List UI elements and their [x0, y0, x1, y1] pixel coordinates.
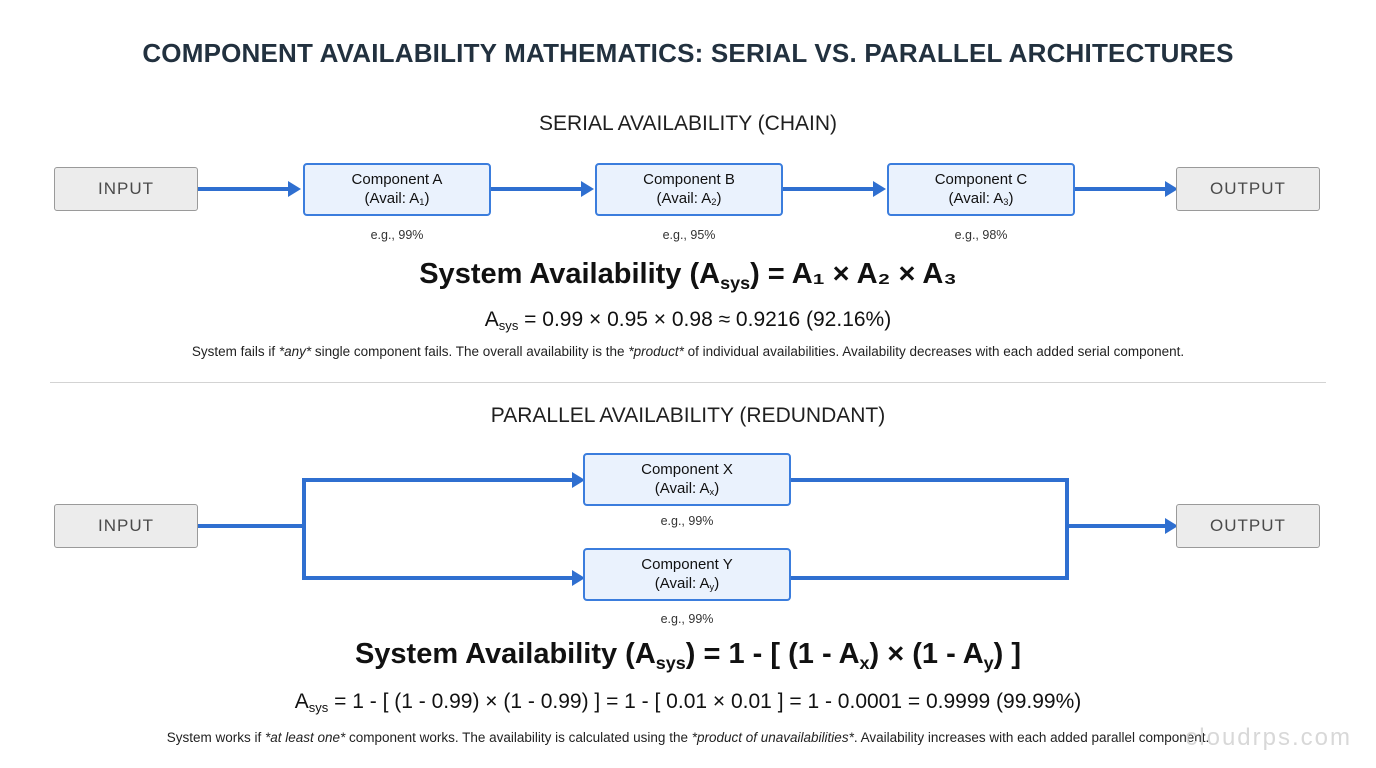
- serial-section-heading: SERIAL AVAILABILITY (CHAIN): [539, 112, 837, 135]
- serial-component-a-caption: e.g., 99%: [370, 228, 424, 242]
- parallel-component-y-caption: e.g., 99%: [660, 612, 714, 626]
- watermark: cloudrps.com: [1185, 724, 1352, 751]
- parallel-component-y: [583, 548, 791, 601]
- parallel-output-connector: [1065, 524, 1167, 528]
- parallel-component-x-avail: (Avail: $A_x$): [654, 479, 720, 498]
- serial-component-b-name: Component B: [643, 170, 735, 188]
- serial-component-c: [887, 163, 1075, 216]
- serial-arrow-2-line: [491, 187, 583, 191]
- parallel-merge-y-line: [791, 576, 1069, 580]
- parallel-component-x-caption: e.g., 99%: [660, 514, 714, 528]
- page-title: COMPONENT AVAILABILITY MATHEMATICS: SERIAL VS. PARALLEL ARCHITECTURES: [142, 38, 1234, 68]
- serial-component-c-caption: e.g., 98%: [954, 228, 1008, 242]
- parallel-note: System works if *at least one* component works. The availability is calculated using the *product of unavailabilities*. Availability increases with each added parallel component.: [166, 730, 1210, 745]
- serial-component-c-avail: (Avail: $A_3$): [948, 189, 1014, 208]
- parallel-component-x-name: Component X: [641, 460, 733, 478]
- serial-component-b: [595, 163, 783, 216]
- serial-formula-substituted: $A_{sys} = 0.99 \times 0.95 \times 0.98 \approx 0.9216$ (92.16%): [484, 308, 892, 334]
- parallel-branch-x-line: [302, 478, 574, 482]
- parallel-output-box: OUTPUT: [1176, 504, 1320, 548]
- parallel-merge-x-line: [791, 478, 1069, 482]
- parallel-component-x: [583, 453, 791, 506]
- serial-output-box: OUTPUT: [1176, 167, 1320, 211]
- serial-component-c-name: Component C: [934, 170, 1028, 188]
- serial-component-a-avail: (Avail: $A_1$): [364, 189, 430, 208]
- parallel-component-y-avail: (Avail: $A_y$): [654, 574, 720, 593]
- serial-arrow-3-head: [873, 181, 886, 197]
- serial-component-a: [303, 163, 491, 216]
- serial-arrow-3-line: [783, 187, 875, 191]
- parallel-branch-y-line: [302, 576, 574, 580]
- serial-formula-main: System Availability $(A_{sys}) = A_1 \times A_2 \times A_3$: [419, 258, 957, 293]
- serial-arrow-2-head: [581, 181, 594, 197]
- serial-component-b-avail: (Avail: $A_2$): [656, 189, 722, 208]
- serial-component-b-caption: e.g., 95%: [662, 228, 716, 242]
- parallel-input-box: INPUT: [54, 504, 198, 548]
- parallel-component-y-name: Component Y: [641, 555, 733, 573]
- serial-arrow-4-line: [1075, 187, 1167, 191]
- serial-component-a-name: Component A: [351, 170, 443, 188]
- parallel-formula-main: System Availability $(A_{sys}) = 1$ - [ $(1 - A_x) \times (1 - A_y)$ ]: [354, 638, 1022, 673]
- parallel-section-heading: PARALLEL AVAILABILITY (REDUNDANT): [490, 404, 886, 427]
- parallel-split-bar: [302, 478, 306, 580]
- parallel-formula-substituted: $A_{sys} = 1$ - [ (1 - 0.99) × (1 - 0.99) ] = 1 - [ 0.01 × 0.01 ] = 1 - 0.0001 = 0.9999 (99.99%): [294, 690, 1082, 716]
- parallel-merge-bar: [1065, 478, 1069, 580]
- serial-input-box: INPUT: [54, 167, 198, 211]
- parallel-input-connector: [198, 524, 306, 528]
- section-divider: [50, 382, 1326, 383]
- serial-note: System fails if *any* single component fails. The overall availability is the *product* of individual availabilities. Availability decreases with each added serial component.: [191, 344, 1185, 359]
- serial-arrow-1-line: [198, 187, 290, 191]
- serial-arrow-1-head: [288, 181, 301, 197]
